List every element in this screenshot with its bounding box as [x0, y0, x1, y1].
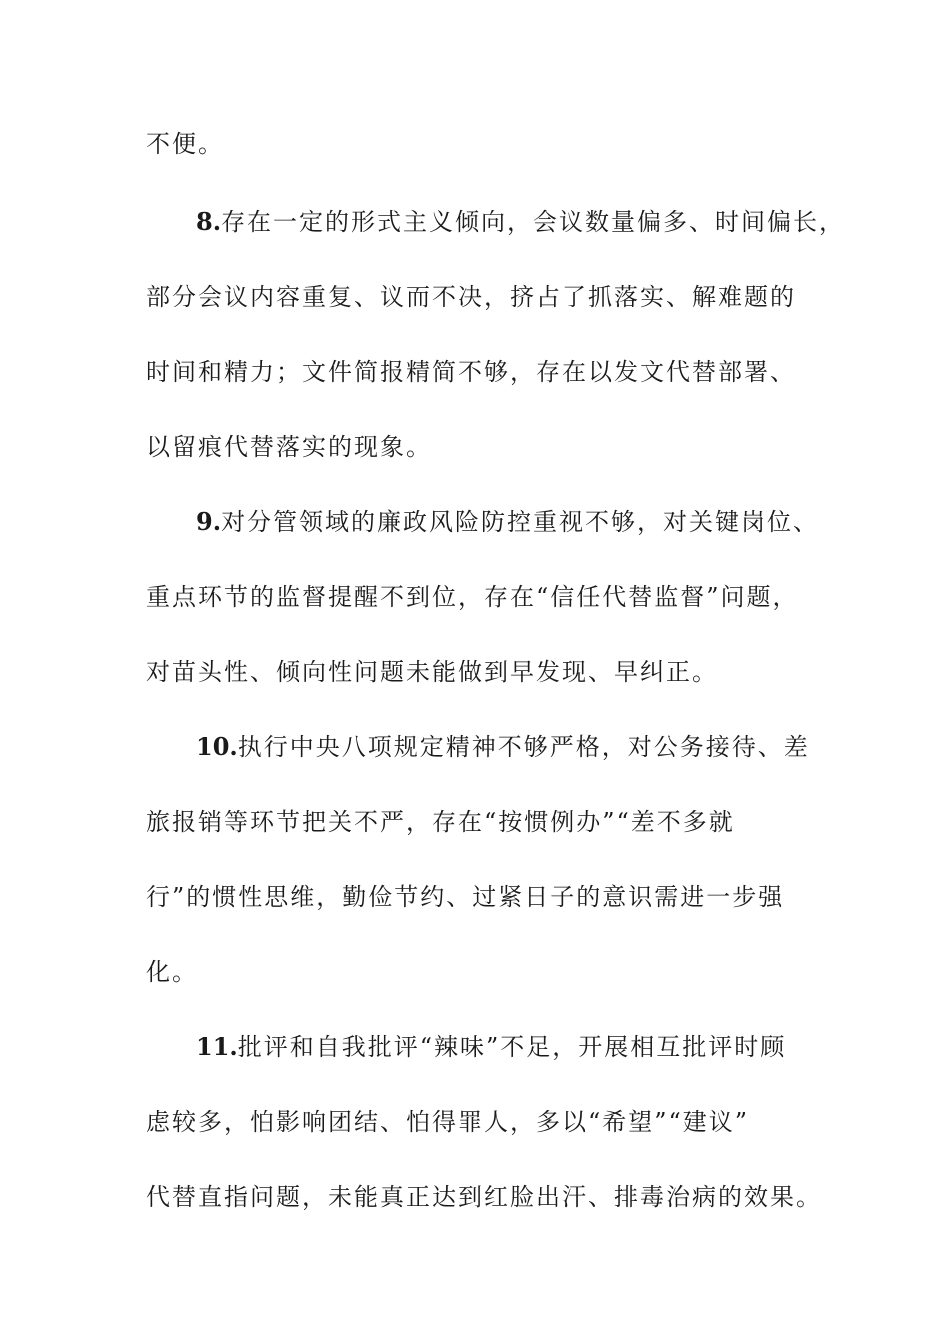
paragraph-11-first-line [196, 1032, 786, 1062]
line-text: 时间和精力；文件简报精简不够，存在以发文代替部署、 [146, 358, 796, 386]
text-line [146, 432, 432, 462]
line-text: 旅报销等环节把关不严，存在“按惯例办”“差不多就 [146, 808, 735, 836]
line-text: 以留痕代替落实的现象。 [146, 433, 432, 461]
paragraph-8-first-line [196, 207, 845, 237]
text-line [146, 957, 198, 987]
text-line [146, 807, 735, 837]
text-line [146, 282, 796, 312]
paragraph-9-first-line [196, 507, 819, 537]
line-text: 部分会议内容重复、议而不决，挤占了抓落实、解难题的 [146, 283, 796, 311]
line-text: 存在一定的形式主义倾向，会议数量偏多、时间偏长， [221, 208, 846, 236]
item-number: 10. [196, 732, 238, 761]
text-line [146, 582, 799, 612]
paragraph-10-first-line [196, 732, 810, 762]
text-line [146, 1107, 749, 1137]
line-text: 虑较多，怕影响团结、怕得罪人，多以“希望”“建议” [146, 1108, 750, 1136]
line-text: 重点环节的监督提醒不到位，存在“信任代替监督”问题， [146, 583, 799, 611]
line-text: 对分管领域的廉政风险防控重视不够，对关键岗位、 [221, 508, 820, 536]
line-text: 不便。 [146, 130, 224, 158]
item-number: 11. [196, 1032, 238, 1061]
line-text: 代替直指问题，未能真正达到红脸出汗、排毒治病的效果。 [146, 1183, 822, 1211]
line-text: 化。 [146, 958, 198, 986]
text-line [146, 882, 784, 912]
text-line [146, 657, 718, 687]
text-line [146, 1182, 822, 1212]
line-text: 执行中央八项规定精神不够严格，对公务接待、差 [237, 733, 810, 761]
item-number: 9. [196, 507, 222, 536]
line-text: 行”的惯性思维，勤俭节约、过紧日子的意识需进一步强 [146, 883, 785, 911]
line-text: 对苗头性、倾向性问题未能做到早发现、早纠正。 [146, 658, 718, 686]
text-line [146, 357, 796, 387]
line-text: 批评和自我批评“辣味”不足，开展相互批评时顾 [237, 1033, 787, 1061]
text-line [146, 129, 224, 159]
item-number: 8. [196, 207, 222, 236]
